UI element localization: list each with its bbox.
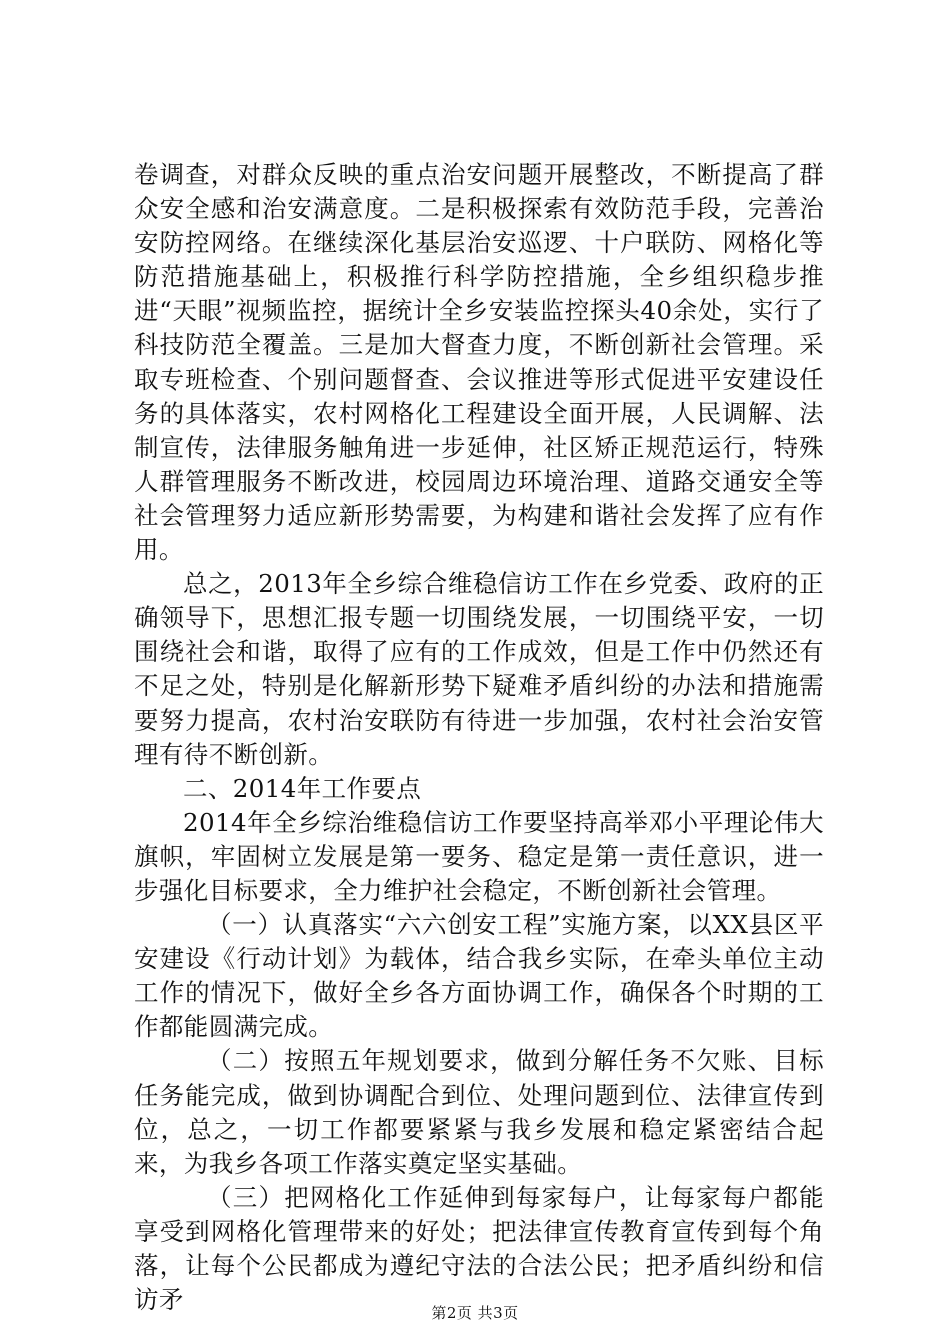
paragraph-2014-overview: 2014年全乡综治维稳信访工作要坚持高举邓小平理论伟大旗帜，牢固树立发展是第一要务、稳定是第一责任意识，进一步强化目标要求，全力维护社会稳定，不断创新社会管理。 (134, 807, 824, 905)
page-number-footer: 第2页 共3页 (431, 1304, 519, 1322)
paragraph-item-3: （三）把网格化工作延伸到每家每户，让每家每户都能享受到网格化管理带来的好处；把法律宣传教育宣传到每个角落，让每个公民都成为遵纪守法的合法公民；把矛盾纠纷和信访矛 (134, 1182, 824, 1315)
paragraph-item-2: （二）按照五年规划要求，做到分解任务不欠账、目标任务能完成，做到协调配合到位、处理问题到位、法律宣传到位，总之，一切工作都要紧紧与我乡发展和稳定紧密结合起来，为我乡各项工作落实奠定坚实基础。 (134, 1046, 824, 1178)
paragraph-item-1: （一）认真落实“六六创安工程”实施方案，以XX县区平安建设《行动计划》为载体，结合我乡实际，在牵头单位主动工作的情况下，做好全乡各方面协调工作，确保各个时期的工作都能圆满完成。 (134, 910, 824, 1042)
paragraph-security-measures: 卷调查，对群众反映的重点治安问题开展整改，不断提高了群众安全感和治安满意度。二是积极探索有效防范手段，完善治安防控网络。在继续深化基层治安巡逻、十户联防、网格化等防范措施基础上，积极推行科学防控措施，全乡组织稳步推进“天眼”视频监控，据统计全乡安装监控探头40余处，实行了科技防范全覆盖。三是加大督查力度，不断创新社会管理。采取专班检查、个别问题督查、会议推进等形式促进平安建设任务的具体落实，农村网格化工程建设全面开展，人民调解、法制宣传，法律服务触角进一步延伸，社区矫正规范运行，特殊人群管理服务不断改进，校园周边环境治理、道路交通安全等社会管理努力适应新形势需要，为构建和谐社会发挥了应有作用。 (134, 160, 824, 565)
section-heading-2014-key-points: 二、2014年工作要点 (183, 773, 422, 803)
paragraph-summary-2013: 总之，2013年全乡综合维稳信访工作在乡党委、政府的正确领导下，思想汇报专题一切围绕发展，一切围绕平安，一切围绕社会和谐，取得了应有的工作成效，但是工作中仍然还有不足之处，特别是化解新形势下疑难矛盾纠纷的办法和措施需要努力提高，农村治安联防有待进一步加强，农村社会治安管理有待不断创新。 (134, 569, 824, 769)
document-body (134, 158, 824, 1317)
